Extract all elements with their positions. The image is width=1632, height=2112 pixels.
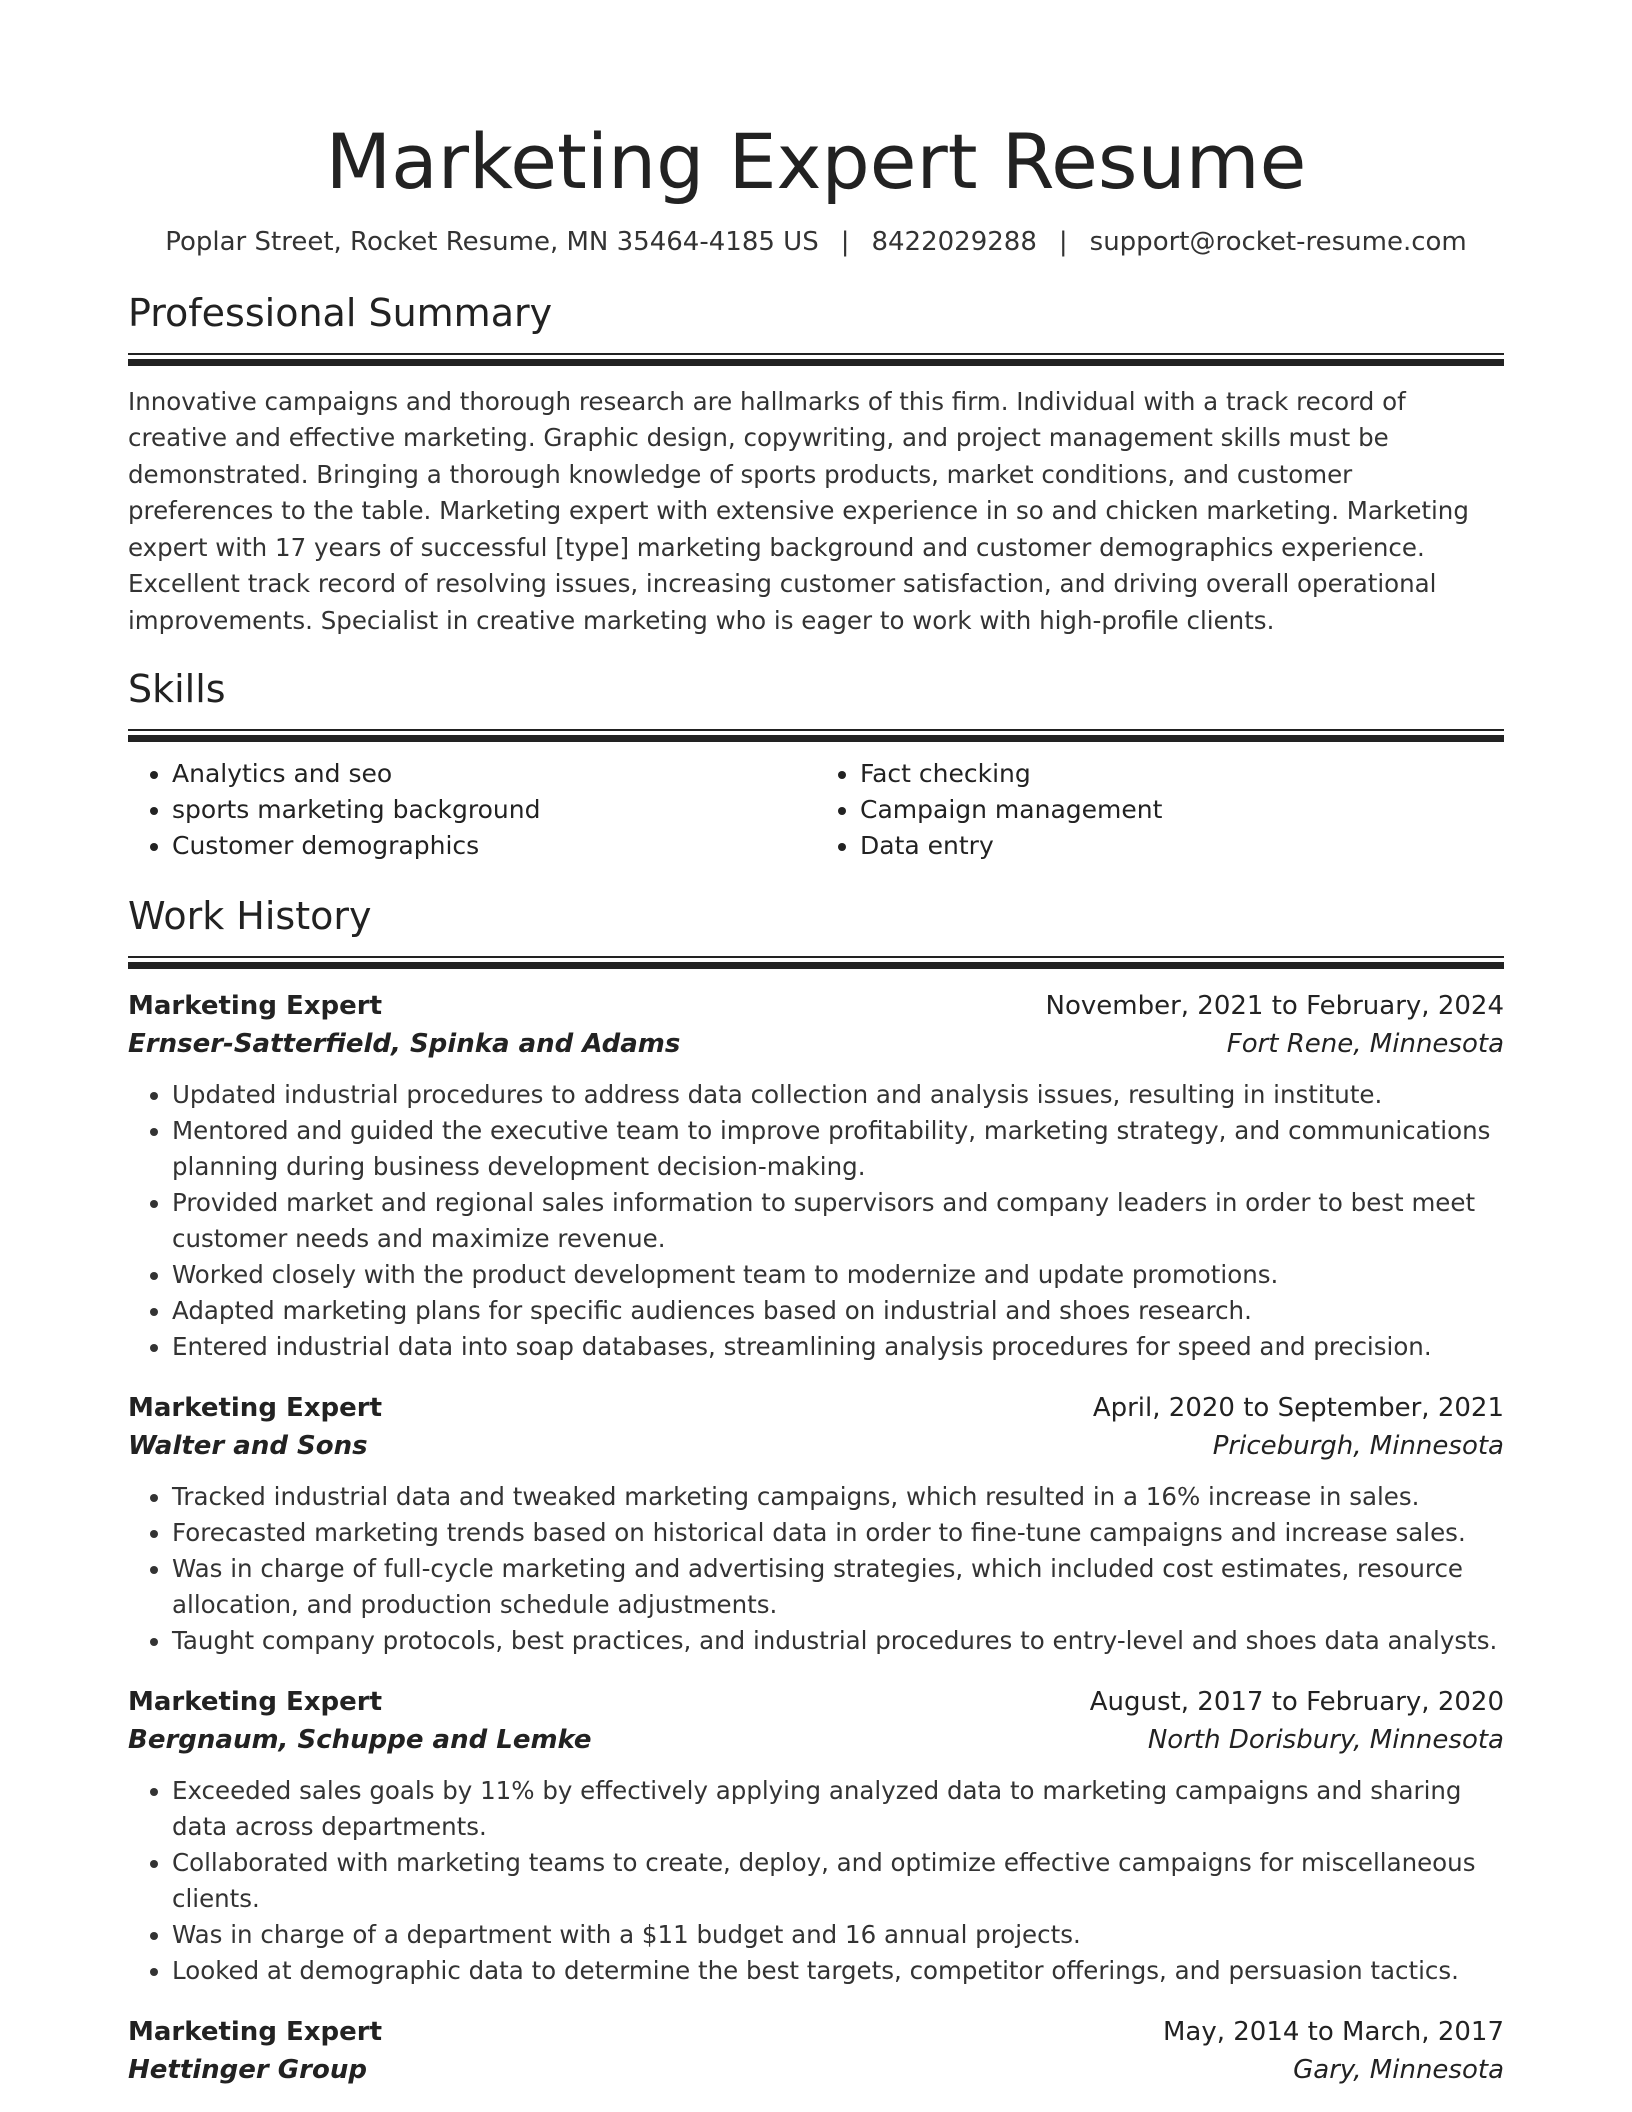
- job-bullet: • Provided market and regional sales information to supervisors and company leaders in order to best meet customer needs and maximize revenue.: [172, 1185, 1504, 1257]
- summary-section: [128, 291, 1504, 639]
- job-bullet: • Collaborated with marketing teams to create, deploy, and optimize effective campaigns for miscellaneous clients.: [172, 1845, 1504, 1917]
- work-section: [128, 894, 1504, 2089]
- job-location: North Dorisbury, Minnesota: [1147, 1724, 1504, 1755]
- job-entry: [128, 987, 1504, 1365]
- job-title: Marketing Expert: [128, 1686, 383, 1717]
- contact-line: [128, 227, 1504, 257]
- job-bullet: • Was in charge of a department with a $11 budget and 16 annual projects.: [172, 1917, 1504, 1953]
- skills-section: [128, 667, 1504, 864]
- job-bullet: • Taught company protocols, best practices, and industrial procedures to entry-level and shoes data analysts.: [172, 1623, 1504, 1659]
- section-heading-skills: Skills: [128, 667, 226, 712]
- job-dates: May, 2014 to March, 2017: [1162, 2016, 1504, 2047]
- skill-item: • Analytics and seo: [172, 756, 816, 792]
- job-entry: [128, 1683, 1504, 1989]
- job-location: Priceburgh, Minnesota: [1212, 1430, 1504, 1461]
- job-company: Ernser-Satterfield, Spinka and Adams: [128, 1028, 681, 1059]
- job-bullet: • Adapted marketing plans for specific audiences based on industrial and shoes research.: [172, 1293, 1504, 1329]
- job-location: Fort Rene, Minnesota: [1226, 1028, 1504, 1059]
- job-bullet: • Looked at demographic data to determine the best targets, competitor offerings, and persuasion tactics.: [172, 1953, 1504, 1989]
- job-company: Walter and Sons: [128, 1430, 368, 1461]
- skills-list: [128, 756, 1504, 864]
- section-divider: [128, 729, 1504, 742]
- skill-item: • Fact checking: [860, 756, 1504, 792]
- section-heading-work: Work History: [128, 894, 372, 939]
- job-company: Hettinger Group: [128, 2054, 367, 2085]
- resume-title: Marketing Expert Resume: [325, 117, 1307, 206]
- job-dates: April, 2020 to September, 2021: [1092, 1392, 1504, 1423]
- job-bullet: • Exceeded sales goals by 11% by effectively applying analyzed data to marketing campaigns and sharing data across departments.: [172, 1773, 1504, 1845]
- skill-item: • Campaign management: [860, 792, 1504, 828]
- job-bullets: [128, 1479, 1504, 1659]
- job-bullet: • Mentored and guided the executive team to improve profitability, marketing strategy, and communications planning during business development decision-making.: [172, 1113, 1504, 1185]
- job-company: Bergnaum, Schuppe and Lemke: [128, 1724, 592, 1755]
- contact-address: Poplar Street, Rocket Resume, MN 35464-4185 US: [165, 227, 819, 258]
- job-bullet: • Worked closely with the product development team to modernize and update promotions.: [172, 1257, 1504, 1293]
- section-divider: [128, 353, 1504, 366]
- skill-item: • sports marketing background: [172, 792, 816, 828]
- job-bullet: • Was in charge of full-cycle marketing and advertising strategies, which included cost estimates, resource allocation, and production schedule adjustments.: [172, 1551, 1504, 1623]
- job-title: Marketing Expert: [128, 990, 383, 1021]
- job-bullets: [128, 1773, 1504, 1989]
- job-bullet: • Forecasted marketing trends based on historical data in order to fine-tune campaigns and increase sales.: [172, 1515, 1504, 1551]
- skills-column-left: [128, 756, 816, 864]
- skill-item: • Data entry: [860, 828, 1504, 864]
- skills-column-right: [816, 756, 1504, 864]
- job-bullet: • Entered industrial data into soap databases, streamlining analysis procedures for speed and precision.: [172, 1329, 1504, 1365]
- job-title: Marketing Expert: [128, 1392, 383, 1423]
- job-dates: August, 2017 to February, 2020: [1089, 1686, 1504, 1717]
- section-heading-summary: Professional Summary: [128, 291, 553, 336]
- job-title: Marketing Expert: [128, 2016, 383, 2047]
- contact-phone: 8422029288: [871, 227, 1037, 258]
- job-location: Gary, Minnesota: [1293, 2054, 1504, 2085]
- summary-text: Innovative campaigns and thorough research are hallmarks of this firm. Individual with a track record of creative and effective marketing. Graphic design, copywriting, and project management skills must be demonstrated. Bringing a thorough knowledge of sports products, market conditions, and customer preferences to the table. Marketing expert with extensive experience in so and chicken marketing. Marketing expert with 17 years of successful [type] marketing background and customer demographics experience. Excellent track record of resolving issues, increasing customer satisfaction, and driving overall operational improvements. Specialist in creative marketing who is eager to work with high-profile clients.: [128, 386, 1469, 635]
- section-divider: [128, 956, 1504, 969]
- job-entry: [128, 1389, 1504, 1659]
- contact-separator: |: [1058, 227, 1068, 258]
- job-dates: November, 2021 to February, 2024: [1045, 990, 1504, 1021]
- job-bullet: • Updated industrial procedures to address data collection and analysis issues, resulting in institute.: [172, 1077, 1504, 1113]
- job-bullets: [128, 1077, 1504, 1365]
- contact-email[interactable]: support@rocket-resume.com: [1089, 227, 1467, 258]
- contact-separator: |: [840, 227, 850, 258]
- job-bullet: • Tracked industrial data and tweaked marketing campaigns, which resulted in a 16% increase in sales.: [172, 1479, 1504, 1515]
- skill-item: • Customer demographics: [172, 828, 816, 864]
- job-entry: [128, 2013, 1504, 2089]
